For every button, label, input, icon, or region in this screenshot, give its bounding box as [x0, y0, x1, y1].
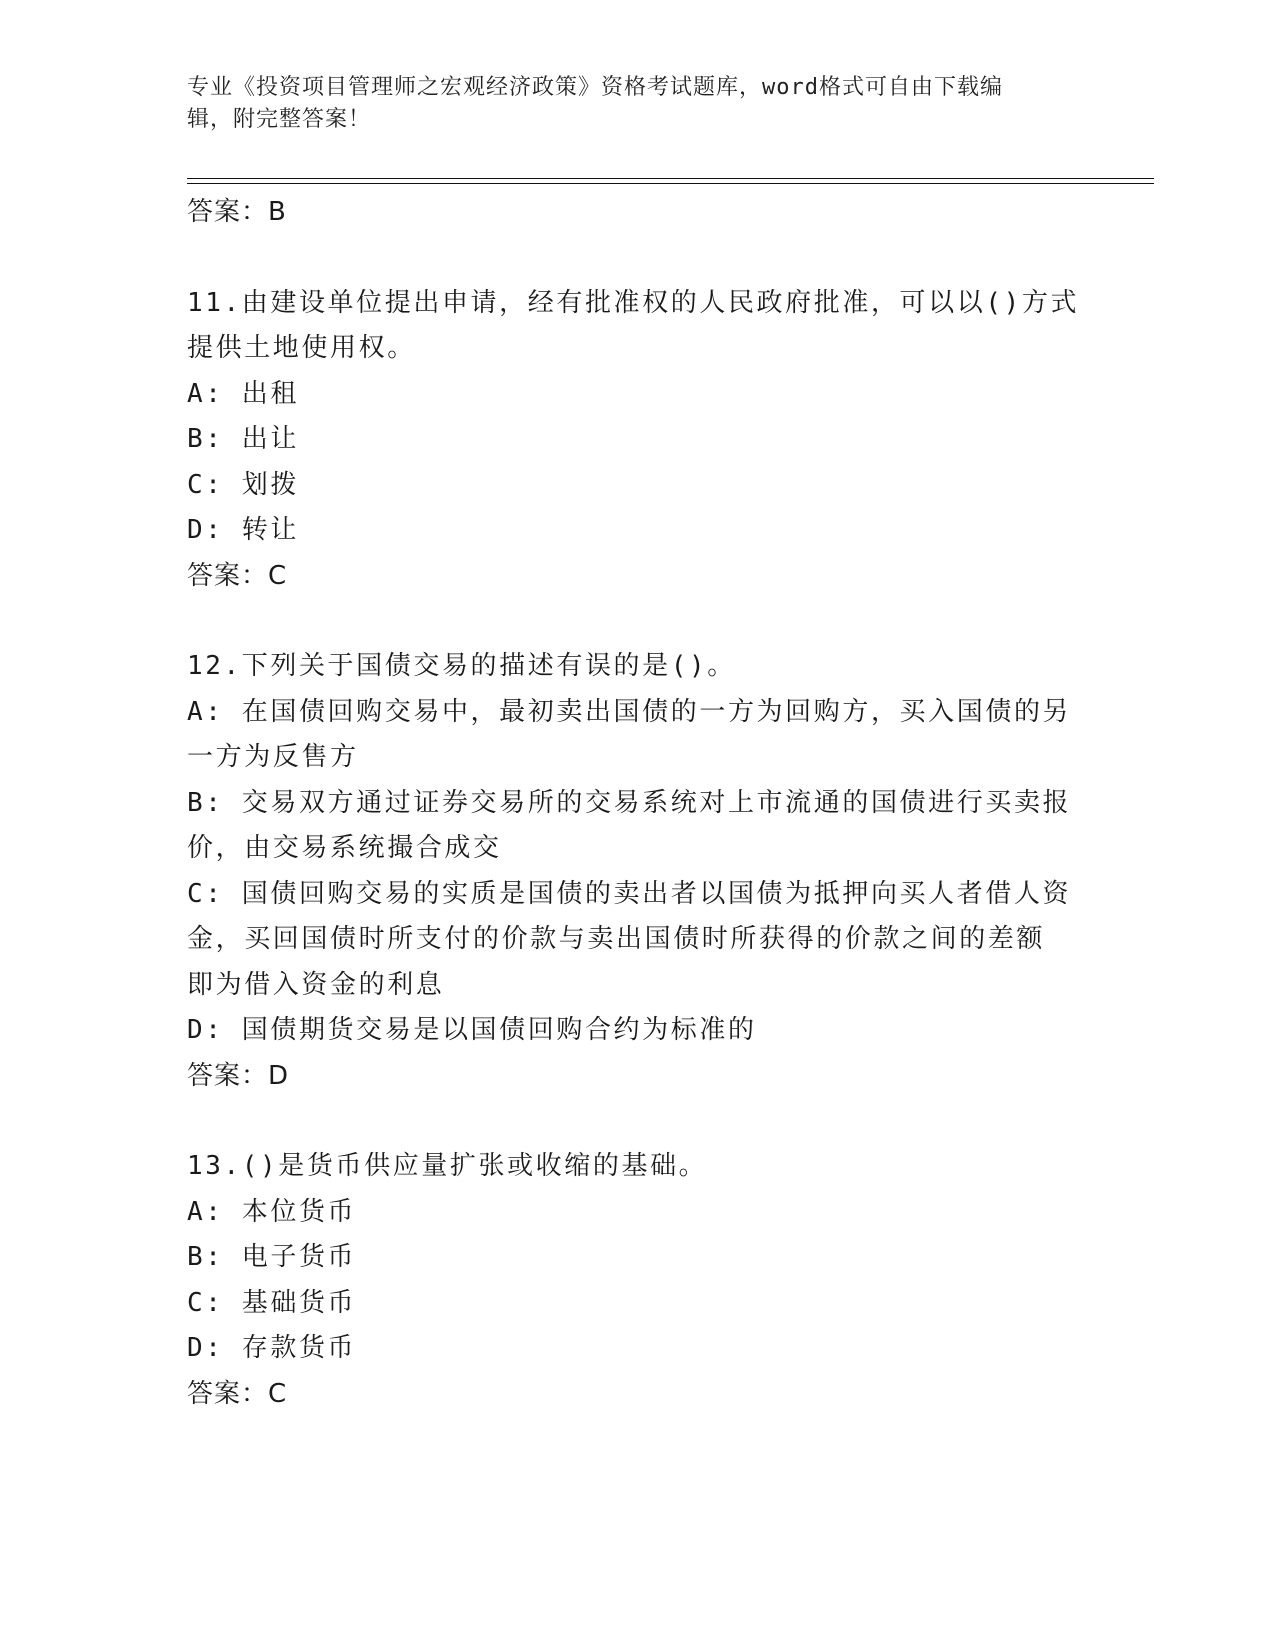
answer-line: 答案：C	[187, 560, 288, 591]
question-stem: 12.下列关于国债交易的描述有误的是()。	[187, 651, 736, 681]
question-list	[187, 190, 1087, 1417]
option-c: C: 划拨	[187, 469, 299, 500]
option-d: D: 存款货币	[187, 1333, 357, 1363]
answer-line: 答案：C	[187, 1378, 288, 1409]
option-c-continued: 即为借入资金的利息	[187, 969, 445, 1000]
header-line: 辑，附完整答案！	[187, 107, 372, 132]
option-a: A: 本位货币	[187, 1196, 357, 1227]
spacer	[187, 1099, 1087, 1144]
option-c: C: 国债回购交易的实质是国债的卖出者以国债为抵押向买人者借人资	[187, 878, 1072, 909]
answer-line: 答案：D	[187, 1060, 290, 1091]
question-item	[187, 281, 1087, 600]
option-b-continued: 价，由交易系统撮合成交	[187, 833, 502, 863]
question-item	[187, 644, 1087, 1099]
option-a: A: 在国债回购交易中，最初卖出国债的一方为回购方，买入国债的另	[187, 696, 1072, 727]
question-stem: 11.由建设单位提出申请，经有批准权的人民政府批准，可以以()方式	[187, 287, 1080, 318]
question-item	[187, 1144, 1087, 1417]
header-line: 专业《投资项目管理师之宏观经济政策》资格考试题库，word格式可自由下载编	[187, 75, 1003, 100]
answer-line: 答案：B	[187, 197, 287, 227]
question-stem: 提供土地使用权。	[187, 333, 416, 363]
option-c-continued: 金，买回国债时所支付的价款与卖出国债时所获得的价款之间的差额	[187, 924, 1046, 954]
option-a: A: 出租	[187, 378, 299, 409]
option-b: B: 出让	[187, 424, 299, 454]
option-b: B: 电子货币	[187, 1242, 357, 1272]
option-d: D: 转让	[187, 515, 299, 545]
spacer	[187, 599, 1087, 644]
header-rule	[187, 183, 1154, 184]
question-stem: 13.()是货币供应量扩张或收缩的基础。	[187, 1151, 708, 1181]
option-d: D: 国债期货交易是以国债回购合约为标准的	[187, 1015, 757, 1045]
option-c: C: 基础货币	[187, 1287, 357, 1318]
header-rule	[187, 178, 1154, 179]
option-a-continued: 一方为反售方	[187, 742, 359, 772]
option-b: B: 交易双方通过证券交易所的交易系统对上市流通的国债进行买卖报	[187, 787, 1072, 818]
page-header	[187, 72, 1067, 136]
spacer	[187, 236, 1087, 281]
